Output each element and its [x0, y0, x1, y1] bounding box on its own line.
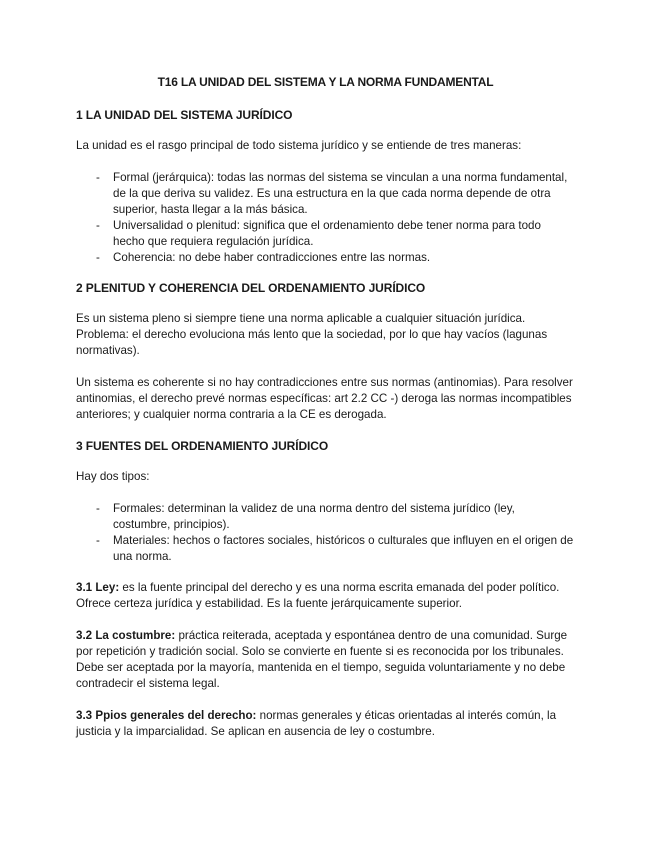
list-item: - Materiales: hechos o factores sociales, históricos o culturales que influyen en el origen de una norma. [96, 534, 574, 563]
dash-bullet: - [96, 534, 100, 547]
section-3-heading: 3 FUENTES DEL ORDENAMIENTO JURÍDICO [76, 439, 329, 453]
section-2-paragraph-2: Un sistema es coherente si no hay contradicciones entre sus normas (antinomias). Para resolver antinomias, el derecho prevé normas específicas: art 2.2 CC -) deroga las normas incompatibles anteriores; y cualquier norma contraria a la CE es derogada. [76, 376, 573, 421]
subsection-ley: 3.1 Ley: es la fuente principal del derecho y es una norma escrita emanada del poder político. Ofrece certeza jurídica y estabilidad. Es la fuente jerárquicamente superior. [76, 581, 560, 610]
section-3-intro: Hay dos tipos: [76, 470, 150, 483]
section-3-list [76, 501, 575, 565]
section-2-heading: 2 PLENITUD Y COHERENCIA DEL ORDENAMIENTO JURÍDICO [76, 281, 426, 295]
subsection-label: 3.2 La costumbre: [76, 629, 176, 642]
section-1-heading: 1 LA UNIDAD DEL SISTEMA JURÍDICO [76, 108, 293, 122]
list-item: - Universalidad o plenitud: significa que el ordenamiento debe tener norma para todo hecho que requiera regulación jurídica. [96, 219, 541, 248]
section-2-paragraph-1: Es un sistema pleno si siempre tiene una norma aplicable a cualquier situación jurídica. Problema: el derecho evoluciona más lento que la sociedad, por lo que hay vacíos (lagunas normativas). [76, 312, 548, 357]
document-title: T16 LA UNIDAD DEL SISTEMA Y LA NORMA FUNDAMENTAL [157, 75, 494, 89]
list-item: - Formales: determinan la validez de una norma dentro del sistema jurídico (ley, costumbre, principios). [96, 502, 515, 531]
dash-bullet: - [96, 502, 100, 515]
subsection-ppios-generales: 3.3 Ppios generales del derecho: normas generales y éticas orientadas al interés común, la justicia y la imparcialidad. Se aplican en ausencia de ley o costumbre. [76, 709, 557, 738]
section-1-list [76, 170, 575, 266]
list-item: - Formal (jerárquica): todas las normas del sistema se vinculan a una norma fundamental, de la que deriva su validez. Es una estructura en la que cada norma depende de otra superior, hasta llegar a la más básica. [96, 171, 568, 216]
section-1-intro: La unidad es el rasgo principal de todo sistema jurídico y se entiende de tres maneras: [76, 139, 522, 152]
dash-bullet: - [96, 219, 100, 232]
subsection-label: 3.3 Ppios generales del derecho: [76, 709, 257, 722]
list-item: - Coherencia: no debe haber contradicciones entre las normas. [96, 251, 431, 264]
subsection-costumbre: 3.2 La costumbre: práctica reiterada, aceptada y espontánea dentro de una comunidad. Surge por repetición y tradición social. Solo se convierte en fuente si es reconocida por los tribunales. Debe ser aceptada por la mayoría, mantenida en el tiempo, seguida voluntariamente y no debe contradecir el sistema legal. [76, 629, 568, 690]
dash-bullet: - [96, 251, 100, 264]
subsection-label: 3.1 Ley: [76, 581, 120, 594]
dash-bullet: - [96, 171, 100, 184]
